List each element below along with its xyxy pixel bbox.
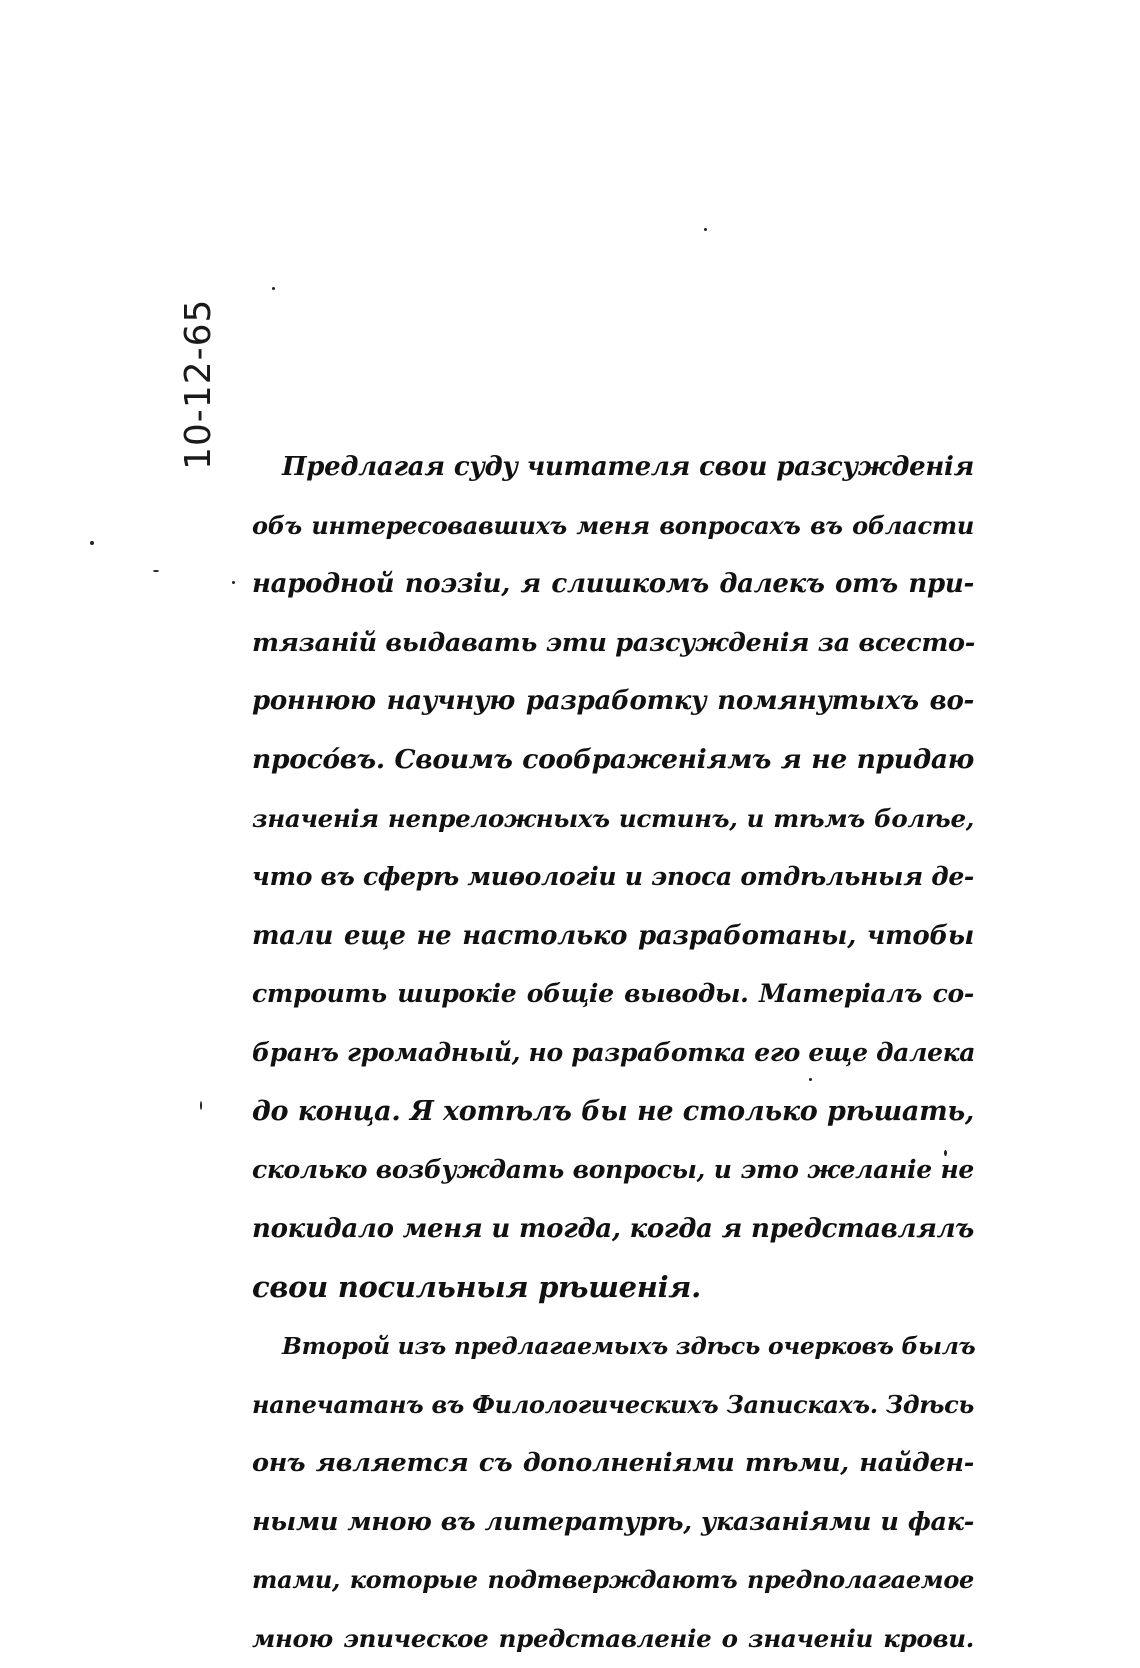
- print-speck: [200, 1101, 202, 1110]
- text-line: народной поэзіи, я слишкомъ далекъ отъ при-: [252, 569, 974, 600]
- print-speck: [272, 287, 275, 290]
- text-line: Второй изъ предлагаемыхъ здѣсь очерковъ былъ: [282, 1331, 976, 1360]
- text-line: просо́въ. Своимъ соображеніямъ я не придаю: [252, 743, 974, 775]
- text-line: тами, которые подтверждаютъ предполагаемое: [252, 1565, 974, 1595]
- print-speck: [704, 228, 707, 231]
- text-line: что въ сферѣ миѳологіи и эпоса отдѣльныя де-: [252, 862, 974, 892]
- handwritten-margin-annotation: 10-12-65: [178, 298, 219, 470]
- text-line: до конца. Я хотѣлъ бы не столько рѣшать,: [252, 1095, 974, 1127]
- text-line: роннюю научную разработку помянутыхъ во-: [252, 686, 974, 717]
- text-line: покидало меня и тогда, когда я представлялъ: [252, 1213, 974, 1244]
- text-line: мною эпическое представленіе о значеніи крови.: [252, 1623, 974, 1653]
- paragraph-2: [252, 1317, 974, 1668]
- text-line: сколько возбуждать вопросы, и это желаніе не: [252, 1155, 974, 1185]
- text-line: Предлагая суду читателя свои разсужденія: [282, 452, 974, 482]
- print-speck: [90, 541, 94, 545]
- text-line: объ интересовавшихъ меня вопросахъ въ области: [252, 510, 974, 540]
- text-line: свои посильныя рѣшенія.: [252, 1270, 701, 1305]
- text-line: строить широкіе общіе выводы. Матеріалъ со-: [252, 979, 974, 1009]
- print-speck: [232, 581, 235, 584]
- text-line: бранъ громадный, но разработка его еще далека: [252, 1037, 976, 1067]
- text-line: значенія непреложныхъ истинъ, и тѣмъ болѣе,: [252, 803, 974, 833]
- text-line: тали еще не настолько разработаны, чтобы: [252, 920, 974, 951]
- text-line: онъ является съ дополненіями тѣми, найден-: [252, 1448, 974, 1479]
- print-speck: [153, 570, 159, 572]
- text-line: тязаній выдавать эти разсужденія за всесто-: [252, 627, 975, 658]
- paragraph-1: [252, 438, 974, 1317]
- text-line: напечатанъ въ Филологическихъ Запискахъ. Здѣсь: [252, 1389, 974, 1419]
- text-line: ными мною въ литературѣ, указаніями и фак-: [252, 1506, 974, 1537]
- body-text: [252, 438, 974, 1668]
